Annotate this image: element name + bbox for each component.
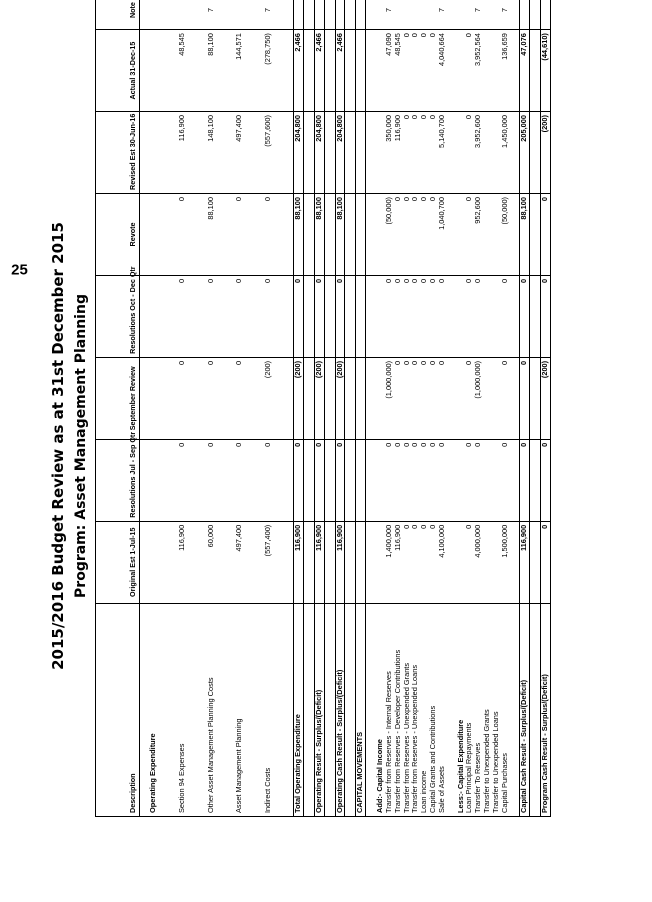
cell-sept: [492, 357, 501, 439]
cell-revote: 0: [465, 193, 474, 275]
cell-sept: 0: [394, 357, 403, 439]
cell-original: 0: [420, 521, 429, 603]
cell-res-oct: 0: [235, 275, 244, 357]
table-row: [438, 0, 447, 817]
cell-res-oct: 0: [403, 275, 412, 357]
cell-res-oct: 0: [411, 275, 420, 357]
cell-res-oct: 0: [429, 275, 438, 357]
cell-revised: 0: [429, 112, 438, 194]
cell-res-jul: 0: [264, 439, 273, 521]
cell-actual: 0: [403, 30, 412, 112]
table-row: [483, 0, 492, 817]
table-row: [264, 0, 273, 817]
section-heading: [149, 0, 158, 817]
cell-sept: 0: [501, 357, 510, 439]
cell-res-oct: 0: [314, 275, 324, 357]
cell-revised: 3,952,600: [474, 112, 483, 194]
cell-note: [429, 0, 438, 30]
cell-original: 1,500,000: [501, 521, 510, 603]
cell-sept: 0: [438, 357, 447, 439]
cell-original: 116,900: [520, 521, 530, 603]
col-actual: Actual 31-Dec-15: [96, 30, 140, 112]
cell-note: [335, 0, 345, 30]
cell-revote: 0: [420, 193, 429, 275]
cell-original: 0: [541, 521, 551, 603]
cell-res-oct: 0: [178, 275, 187, 357]
cell-revised: 116,900: [178, 112, 187, 194]
cell-original: 60,000: [207, 521, 216, 603]
row-label: Capital Cash Result - Surplus/(Deficit): [520, 603, 530, 816]
cell-actual: 2,466: [314, 30, 324, 112]
row-label: Transfer from Reserves - Developer Contributions: [394, 603, 403, 816]
cell-revised: 0: [403, 112, 412, 194]
cell-note: 7: [264, 0, 273, 30]
cell-res-oct: [492, 275, 501, 357]
cell-revised: 204,800: [335, 112, 345, 194]
cell-actual: 0: [429, 30, 438, 112]
col-revised-est: Revised Est 30-Jun-16: [96, 112, 140, 194]
row-label: Transfer from Reserves - Unexpended Grants: [403, 603, 412, 816]
row-label: Other Asset Management Planning Costs: [207, 603, 216, 816]
cell-revised: 497,400: [235, 112, 244, 194]
row-label: Transfer to Unexpended Grants: [483, 603, 492, 816]
cell-actual: 48,545: [394, 30, 403, 112]
cell-res-jul: 0: [411, 439, 420, 521]
table-row: [420, 0, 429, 817]
cell-revote: 88,100: [207, 193, 216, 275]
cell-revised: 204,800: [293, 112, 303, 194]
heading-label: Less:- Capital Expenditure: [457, 603, 466, 816]
cell-actual: 136,659: [501, 30, 510, 112]
cell-actual: 47,090: [385, 30, 394, 112]
cell-note: 7: [501, 0, 510, 30]
cell-sept: (200): [264, 357, 273, 439]
row-label: Indirect Costs: [264, 603, 273, 816]
row-label: Transfer To Reserves: [474, 603, 483, 816]
cell-res-oct: 0: [394, 275, 403, 357]
cell-note: [178, 0, 187, 30]
cell-revised: (557,600): [264, 112, 273, 194]
cell-actual: 2,466: [335, 30, 345, 112]
cell-original: 0: [465, 521, 474, 603]
cell-actual: 2,466: [293, 30, 303, 112]
cell-sept: 0: [520, 357, 530, 439]
cell-actual: (278,750): [264, 30, 273, 112]
cell-res-oct: 0: [520, 275, 530, 357]
cell-res-jul: 0: [403, 439, 412, 521]
cell-note: [420, 0, 429, 30]
col-description: Description: [96, 603, 140, 816]
cell-original: 1,400,000: [385, 521, 394, 603]
row-label: Asset Management Planning: [235, 603, 244, 816]
cell-original: 116,900: [314, 521, 324, 603]
cell-note: 7: [474, 0, 483, 30]
cell-res-oct: 0: [264, 275, 273, 357]
cell-revote: 0: [264, 193, 273, 275]
cell-original: (557,400): [264, 521, 273, 603]
cell-sept: 0: [178, 357, 187, 439]
cell-note: [314, 0, 324, 30]
col-resolutions-oct-dec: Resolutions Oct - Dec Qtr: [96, 275, 140, 357]
cell-res-oct: 0: [420, 275, 429, 357]
table-row: [335, 0, 345, 817]
cell-res-jul: 0: [178, 439, 187, 521]
table-row: [207, 0, 216, 817]
heading-label: CAPITAL MOVEMENTS: [356, 603, 366, 816]
cell-revote: 0: [394, 193, 403, 275]
cell-actual: 0: [411, 30, 420, 112]
cell-sept: 0: [429, 357, 438, 439]
cell-actual: 144,571: [235, 30, 244, 112]
cell-revised: 0: [465, 112, 474, 194]
cell-note: [235, 0, 244, 30]
cell-note: 7: [438, 0, 447, 30]
cell-actual: 3,952,564: [474, 30, 483, 112]
cell-actual: 47,076: [520, 30, 530, 112]
col-revote: Revote: [96, 193, 140, 275]
cell-revote: 0: [541, 193, 551, 275]
cell-revote: 0: [429, 193, 438, 275]
cell-sept: (200): [293, 357, 303, 439]
cell-res-jul: 0: [501, 439, 510, 521]
cell-revote: 0: [403, 193, 412, 275]
heading-label: Operating Expenditure: [149, 603, 158, 816]
cell-actual: 48,545: [178, 30, 187, 112]
row-label: Transfer from Reserves - Unexpended Loans: [411, 603, 420, 816]
cell-note: [492, 0, 501, 30]
table-row: [411, 0, 420, 817]
cell-sept: (200): [335, 357, 345, 439]
cell-revised: 148,100: [207, 112, 216, 194]
cell-res-oct: 0: [385, 275, 394, 357]
col-september-review: September Review: [96, 357, 140, 439]
cell-original: 116,900: [178, 521, 187, 603]
cell-revote: 0: [411, 193, 420, 275]
page-number: 25: [11, 261, 28, 279]
cell-note: [541, 0, 551, 30]
cell-revote: (50,000): [501, 193, 510, 275]
cell-sept: (1,000,000): [474, 357, 483, 439]
cell-res-oct: 0: [465, 275, 474, 357]
cell-original: 0: [403, 521, 412, 603]
cell-res-oct: [483, 275, 492, 357]
cell-res-jul: 0: [429, 439, 438, 521]
row-label: Section 94 Expenses: [178, 603, 187, 816]
table-row: [314, 0, 324, 817]
cell-res-jul: 0: [520, 439, 530, 521]
cell-note: 7: [207, 0, 216, 30]
cell-original: 116,900: [394, 521, 403, 603]
cell-actual: 0: [465, 30, 474, 112]
section-heading: [356, 0, 366, 817]
cell-revote: 88,100: [293, 193, 303, 275]
cell-actual: 88,100: [207, 30, 216, 112]
table-row: [474, 0, 483, 817]
cell-revote: 952,600: [474, 193, 483, 275]
cell-res-jul: 0: [465, 439, 474, 521]
cell-sept: 0: [411, 357, 420, 439]
cell-revised: 0: [420, 112, 429, 194]
cell-note: [465, 0, 474, 30]
cell-original: [483, 521, 492, 603]
cell-revised: 1,450,000: [501, 112, 510, 194]
cell-note: 7: [385, 0, 394, 30]
cell-original: 497,400: [235, 521, 244, 603]
row-label: Loan income: [420, 603, 429, 816]
row-label: Capital Grants and Contributions: [429, 603, 438, 816]
row-label: Capital Purchases: [501, 603, 510, 816]
cell-revote: 0: [235, 193, 244, 275]
cell-res-jul: [492, 439, 501, 521]
cell-note: [411, 0, 420, 30]
cell-revised: 205,000: [520, 112, 530, 194]
table-row: [293, 0, 303, 817]
table-row: [235, 0, 244, 817]
header-row: [96, 0, 140, 817]
cell-res-jul: 0: [541, 439, 551, 521]
cell-revised: (200): [541, 112, 551, 194]
cell-sept: (200): [541, 357, 551, 439]
row-label: Total Operating Expenditure: [293, 603, 303, 816]
cell-note: [483, 0, 492, 30]
cell-res-oct: 0: [293, 275, 303, 357]
cell-res-jul: 0: [385, 439, 394, 521]
row-label: Operating Cash Result - Surplus/(Deficit): [335, 603, 345, 816]
cell-sept: [483, 357, 492, 439]
cell-res-oct: 0: [335, 275, 345, 357]
cell-revote: 88,100: [520, 193, 530, 275]
section-heading: [457, 0, 466, 817]
cell-res-jul: 0: [438, 439, 447, 521]
cell-original: 116,900: [293, 521, 303, 603]
cell-revised: 204,800: [314, 112, 324, 194]
cell-revote: (50,000): [385, 193, 394, 275]
cell-sept: 0: [403, 357, 412, 439]
table-row: [178, 0, 187, 817]
cell-sept: 0: [235, 357, 244, 439]
cell-original: 116,900: [335, 521, 345, 603]
cell-res-oct: 0: [207, 275, 216, 357]
cell-actual: 4,040,664: [438, 30, 447, 112]
cell-res-jul: 0: [335, 439, 345, 521]
cell-res-jul: 0: [394, 439, 403, 521]
cell-original: 4,000,000: [474, 521, 483, 603]
report-title: 2015/2016 Budget Review as at 31st December 2015: [49, 222, 67, 670]
cell-res-oct: 0: [474, 275, 483, 357]
cell-res-oct: 0: [541, 275, 551, 357]
heading-label: Add:- Capital Income: [376, 603, 385, 816]
cell-res-jul: 0: [420, 439, 429, 521]
row-label: Transfer from Reserves - Internal Reserves: [385, 603, 394, 816]
cell-revote: 88,100: [335, 193, 345, 275]
cell-sept: (1,000,000): [385, 357, 394, 439]
cell-sept: 0: [207, 357, 216, 439]
cell-res-jul: 0: [314, 439, 324, 521]
cell-res-oct: 0: [438, 275, 447, 357]
row-label: Transfer to Unexpended Loans: [492, 603, 501, 816]
program-title: Program: Asset Management Planning: [73, 294, 89, 598]
cell-revised: 350,000: [385, 112, 394, 194]
cell-actual: 0: [420, 30, 429, 112]
table-row: [541, 0, 551, 817]
cell-sept: 0: [420, 357, 429, 439]
row-label: Operating Result - Surplus/(Deficit): [314, 603, 324, 816]
table-row: [520, 0, 530, 817]
cell-actual: [483, 30, 492, 112]
col-resolutions-jul-sep: Resolutions Jul - Sep Qtr: [96, 439, 140, 521]
cell-res-jul: [483, 439, 492, 521]
table-row: [501, 0, 510, 817]
cell-revote: 88,100: [314, 193, 324, 275]
cell-sept: 0: [465, 357, 474, 439]
cell-note: [293, 0, 303, 30]
cell-original: 0: [429, 521, 438, 603]
cell-res-jul: 0: [474, 439, 483, 521]
cell-note: [403, 0, 412, 30]
cell-note: [520, 0, 530, 30]
cell-actual: (44,610): [541, 30, 551, 112]
cell-revote: 1,040,700: [438, 193, 447, 275]
budget-table: [95, 0, 551, 817]
cell-original: 0: [411, 521, 420, 603]
cell-revote: [483, 193, 492, 275]
cell-res-jul: 0: [235, 439, 244, 521]
col-note: Note: [96, 0, 140, 30]
table-body: [140, 0, 551, 817]
cell-res-jul: 0: [293, 439, 303, 521]
row-label: Sale of Assets: [438, 603, 447, 816]
row-label: Loan Principal Repayments: [465, 603, 474, 816]
cell-original: 4,100,000: [438, 521, 447, 603]
cell-revote: 0: [178, 193, 187, 275]
col-original-est: Original Est 1-Jul-15: [96, 521, 140, 603]
cell-revised: 116,900: [394, 112, 403, 194]
cell-note: [394, 0, 403, 30]
cell-sept: (200): [314, 357, 324, 439]
title-banner: [0, 0, 95, 902]
row-label: Program Cash Result - Surplus/(Deficit): [541, 603, 551, 816]
cell-res-oct: 0: [501, 275, 510, 357]
cell-revised: 0: [411, 112, 420, 194]
cell-res-jul: 0: [207, 439, 216, 521]
cell-revised: 5,140,700: [438, 112, 447, 194]
cell-revised: [483, 112, 492, 194]
